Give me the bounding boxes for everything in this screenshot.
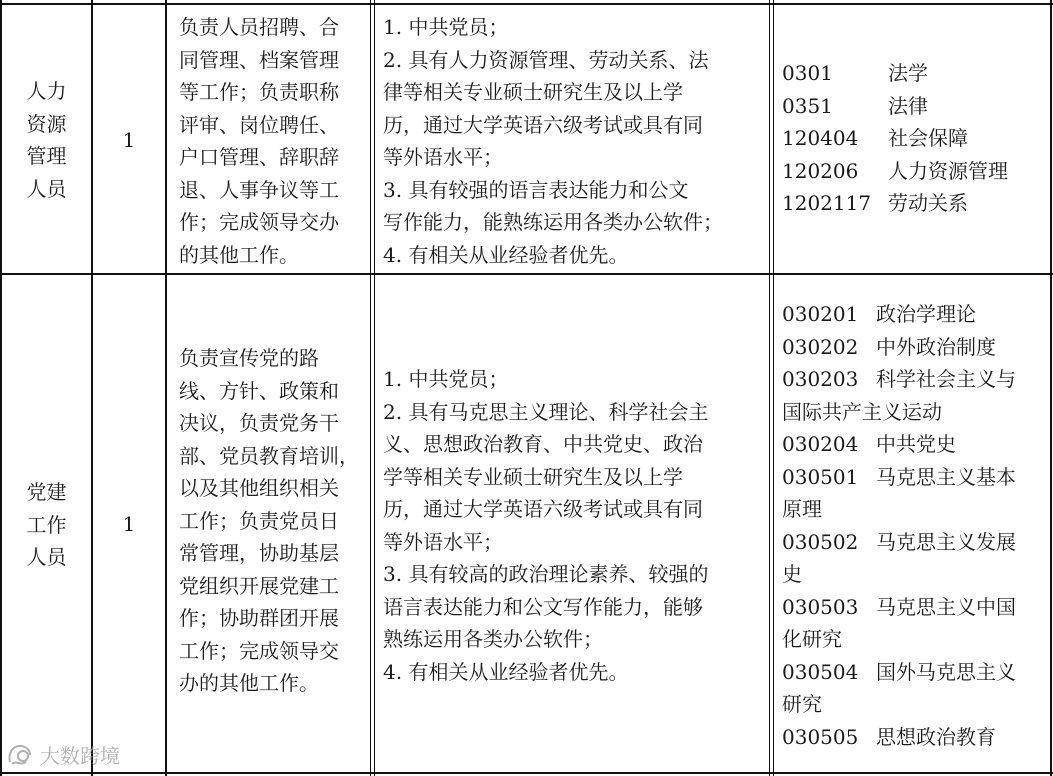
duties-line: 退、人事争议等工 [179, 177, 339, 202]
position-line: 资源 [26, 111, 67, 136]
position-line: 人员 [26, 545, 67, 570]
major-entry [782, 57, 1044, 90]
column-divider [370, 0, 371, 776]
column-divider [773, 0, 774, 776]
row-divider [0, 273, 1053, 275]
watermark [6, 740, 120, 769]
table-border-top [0, 3, 1053, 5]
duties-line: 的其他工作。 [179, 242, 299, 267]
duties-line: 作；完成领导交办 [179, 210, 339, 234]
major-entry [782, 155, 1044, 188]
major-entry [782, 526, 1044, 559]
major-entry [782, 428, 1044, 461]
duties-line: 办的其他工作。 [179, 671, 319, 695]
major-name-continuation: 史 [782, 562, 802, 586]
column-divider [769, 0, 770, 776]
major-code: 120206 [782, 158, 859, 183]
duties-line: 决议，负责党务干 [179, 411, 339, 435]
duties-line: 等工作；负责职称 [179, 80, 339, 104]
major-entry-continuation [782, 558, 1044, 591]
duties-line: 户口管理、辞职辞 [179, 145, 339, 169]
requirement-line: 律等相关专业硕士研究生及以上学 [383, 80, 683, 104]
position-cell [2, 476, 91, 574]
requirement-line: 4. 有相关从业经验者优先。 [383, 242, 629, 267]
major-name: 劳动关系 [888, 191, 968, 215]
duties-line: 常管理，协助基层 [179, 541, 339, 565]
duties-line: 负责人员招聘、合 [179, 15, 339, 39]
major-entry [782, 90, 1044, 123]
brand-logo-icon [6, 742, 36, 768]
major-entry [782, 122, 1044, 155]
major-name: 科学社会主义与 [876, 367, 1016, 391]
duties-line: 部、党员教育培训， [179, 443, 359, 468]
major-code: 030201 [782, 302, 859, 326]
major-code: 030202 [782, 334, 859, 359]
requirement-line: 2. 具有马克思主义理论、科学社会主 [383, 399, 709, 424]
requirement-line: 3. 具有较高的政治理论素养、较强的 [383, 562, 709, 586]
requirement-line: 3. 具有较强的语言表达能力和公文 [383, 177, 689, 202]
duties-line: 党组织开展党建工 [179, 573, 339, 598]
requirement-line: 等外语水平； [383, 529, 503, 554]
major-code: 030505 [782, 724, 859, 749]
major-name: 政治学理论 [876, 302, 976, 326]
major-entry [782, 187, 1044, 220]
duties-line: 作；协助群团开展 [179, 606, 339, 630]
duties-line: 负责宣传党的路 [179, 346, 319, 370]
major-entry-continuation [782, 688, 1044, 721]
major-code: 120404 [782, 126, 859, 150]
major-entry [782, 298, 1044, 331]
requirement-line: 历，通过大学英语六级考试或具有同 [383, 112, 703, 137]
position-line: 管理 [26, 144, 67, 168]
major-entry-continuation [782, 396, 1044, 429]
major-entry-continuation [782, 623, 1044, 656]
requirement-line: 学等相关专业硕士研究生及以上学 [383, 464, 683, 489]
major-name: 中共党史 [876, 432, 956, 456]
major-entry [782, 656, 1044, 689]
major-name-continuation: 化研究 [782, 627, 842, 651]
major-name-continuation: 研究 [782, 692, 822, 716]
requirements-cell [383, 363, 708, 688]
major-code: 0301 [782, 61, 833, 85]
major-name: 国外马克思主义 [876, 659, 1016, 684]
major-name: 马克思主义发展 [876, 529, 1016, 554]
position-line: 党建 [26, 480, 67, 505]
major-name: 人力资源管理 [888, 158, 1008, 183]
major-entry [782, 721, 1044, 754]
headcount-cell [93, 124, 165, 156]
requirement-line: 历，通过大学英语六级考试或具有同 [383, 497, 703, 521]
requirement-line: 义、思想政治教育、中共党史、政治 [383, 432, 703, 456]
requirement-line: 4. 有相关从业经验者优先。 [383, 659, 629, 684]
table-border-bottom [0, 772, 1053, 774]
table-border-right [1050, 0, 1052, 776]
major-name: 法学 [888, 61, 928, 85]
major-name: 思想政治教育 [876, 724, 996, 749]
major-code: 030502 [782, 529, 859, 554]
requirement-line: 1. 中共党员； [383, 15, 509, 39]
requirements-cell [383, 11, 723, 271]
watermark-text: 大数跨境 [40, 744, 120, 768]
requirement-line: 2. 具有人力资源管理、劳动关系、法 [383, 47, 709, 72]
duties-line: 同管理、档案管理 [179, 47, 339, 72]
majors-cell [782, 298, 1044, 753]
major-code: 030504 [782, 659, 859, 684]
major-code: 030501 [782, 464, 859, 489]
duties-cell [179, 11, 339, 271]
major-name-continuation: 原理 [782, 497, 822, 521]
duties-line: 以及其他组织相关 [179, 476, 339, 500]
major-name: 马克思主义中国 [876, 594, 1016, 619]
major-code: 1202117 [782, 191, 872, 215]
requirement-line: 熟练运用各类办公软件； [383, 627, 603, 651]
requirement-line: 等外语水平； [383, 145, 503, 169]
major-entry [782, 331, 1044, 364]
column-divider [374, 0, 375, 776]
major-entry [782, 363, 1044, 396]
duties-line: 工作；完成领导交 [179, 638, 339, 663]
major-code: 030503 [782, 594, 859, 619]
duties-cell [179, 342, 359, 700]
major-code: 0351 [782, 93, 833, 118]
position-cell [2, 75, 91, 205]
major-code: 030204 [782, 432, 859, 456]
major-name: 社会保障 [888, 126, 968, 150]
duties-line: 工作；负责党员日 [179, 508, 339, 533]
duties-line: 评审、岗位聘任、 [179, 112, 339, 137]
majors-cell [782, 57, 1044, 220]
duties-line: 线、方针、政策和 [179, 378, 339, 403]
major-name: 马克思主义基本 [876, 464, 1016, 489]
requirement-line: 语言表达能力和公文写作能力，能够 [383, 594, 703, 619]
position-line: 人员 [26, 176, 67, 201]
major-name: 中外政治制度 [876, 334, 996, 359]
column-divider [165, 0, 167, 776]
headcount-cell [93, 508, 165, 540]
position-line: 工作 [26, 512, 67, 537]
major-entry [782, 461, 1044, 494]
major-name: 法律 [888, 93, 928, 118]
requirement-line: 写作能力，能熟练运用各类办公软件； [383, 210, 723, 234]
major-entry [782, 591, 1044, 624]
major-name-continuation: 国际共产主义运动 [782, 399, 942, 424]
requirement-line: 1. 中共党员； [383, 367, 509, 391]
major-code: 030203 [782, 367, 859, 391]
headcount-value: 1 [122, 511, 136, 536]
position-line: 人力 [26, 79, 67, 103]
major-entry-continuation [782, 493, 1044, 526]
column-divider [91, 0, 93, 776]
headcount-value: 1 [122, 127, 136, 152]
